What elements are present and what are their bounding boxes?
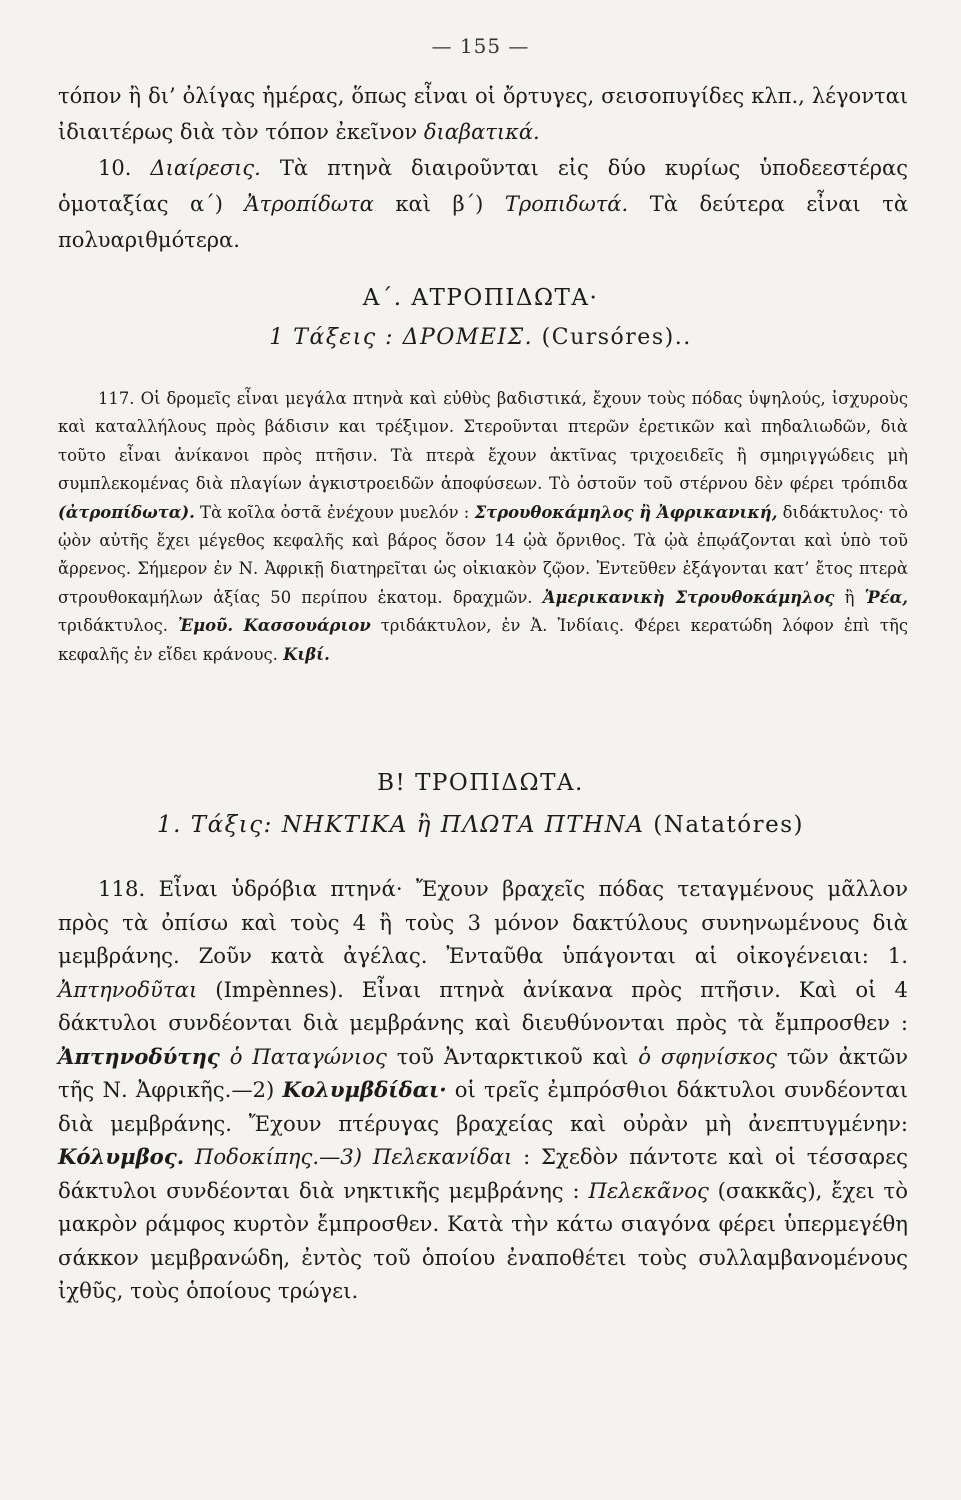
- text-span: —: [319, 1144, 341, 1169]
- order-latin-name: (Cursóres)..: [533, 325, 692, 350]
- text-span: 117. Οἱ δρομεῖς εἶναι μεγάλα πτηνὰ καὶ εὐθὺς βαδιστικά, ἔχουν τοὺς πόδας ὑψηλούς, ἰσχυροὺς καὶ καταλλήλους πρὸς βάδισιν και τρέξιμον. Στεροῦνται πτερῶν ἐρετικῶν καὶ πηδαλιωδῶν, διὰ τοῦτο εἶναι ἀνίκανοι πρὸς πτῆσιν. Τὰ πτερὰ ἔχουν ἀκτῖνας τριχοειδεῖς ἢ σμηριγγώδεις μὴ συμπλεκομένας διὰ πλαγίων ἀγκιστροειδῶν ἀποφύσεων. Τὸ ὀστοῦν τοῦ στέρνου δὲν φέρει τρόπιδα: [58, 389, 908, 494]
- text-span: Τὰ κοῖλα ὀστᾶ ἐνέχουν μυελόν :: [194, 502, 475, 522]
- paragraph-title: Διαίρεσις.: [150, 156, 261, 180]
- text-span: ἢ: [834, 587, 865, 607]
- bold-term: Στρουθοκάμηλος ἢ Ἀφρικανική,: [474, 502, 778, 522]
- intro-italic-term: διαβατικά.: [423, 120, 540, 144]
- text-span: (σακκᾶς), ἔχει τὸ μακρὸν ράμφος κυρτὸν ἔμπροσθεν. Κατὰ τὴν κάτω σιαγόνα φέρει ὑπερμεγέθη σάκκον μεμβρανώδη, ἐντὸς τοῦ ὁποίου ἐναποθέτει τοὺς συλλαμβανομένους ἰχθῦς, τοὺς ὁποίους τρώγει.: [58, 1177, 908, 1303]
- italic-term: Ἀπτηνοδῦται: [58, 976, 198, 1002]
- page-number: — 155 —: [431, 34, 530, 58]
- order-1-heading: [0, 325, 961, 350]
- italic-term: Ποδοκίπης.: [194, 1144, 320, 1169]
- paragraph-117: [58, 385, 908, 669]
- italic-term: Ἀτροπίδωτα: [244, 192, 374, 216]
- italic-term: ὁ σφηνίσκος: [638, 1043, 778, 1069]
- italic-term: ὁ Παταγώνιος: [229, 1043, 387, 1069]
- bold-term: Κιβί.: [283, 644, 330, 664]
- bold-term: Ῥέα,: [864, 587, 908, 607]
- bold-term: Ἐμοῦ. Κασσουάριον: [178, 616, 371, 636]
- intro-text-span: τόπον ἢ δι’ ὀλίγας ἡμέρας, ὅπως εἶναι οἱ ὄρτυγες, σεισοπυγίδες κλπ., λέγονται ἰδιαιτέρως διὰ τὸν τόπον ἐκεῖνον: [58, 84, 908, 144]
- order-name: ΝΗΚΤΙΚΑ ἢ ΠΛΩΤΑ ΠΤΗΝΑ: [281, 812, 645, 838]
- order-natatores-heading: [0, 812, 961, 838]
- paragraph-118-text: [58, 872, 908, 1308]
- text-span: τοῦ Ἀνταρκτικοῦ καὶ: [386, 1043, 639, 1069]
- intro-text: [58, 78, 908, 258]
- italic-term: Πελεκᾶνος: [588, 1177, 709, 1203]
- paragraph-text: καὶ β΄): [373, 192, 505, 216]
- order-name: ΔΡΟΜΕΙΣ.: [402, 325, 534, 350]
- bold-term: Ἀμερικανικὴ Στρουθοκάμηλος: [542, 587, 835, 607]
- bold-term: Ἀπτηνοδύτης: [58, 1043, 220, 1069]
- order-prefix: 1 Τάξεις :: [269, 325, 403, 350]
- text-span: : Σχεδὸν πάντοτε καὶ οἱ τέσσαρες δάκτυλοι συνδέονται διὰ νηκτικῆς μεμβράνης :: [58, 1144, 908, 1203]
- text-span: 118. Εἶναι ὑδρόβια πτηνά· Ἔχουν βραχεῖς πόδας τεταγμένους μᾶλλον πρὸς τὰ ὀπίσω καὶ τοὺς 4 ἢ τοὺς 3 μόνον δακτύλους συνηνωμένους διὰ μεμβράνης. Ζοῦν κατὰ ἀγέλας. Ἐνταῦθα ὑπάγονται αἱ οἰκογένειαι: 1.: [58, 876, 908, 968]
- order-prefix: 1. Τάξις:: [156, 812, 282, 838]
- text-span: οἱ τρεῖς ἐμπρόσθιοι δάκτυλοι συνδέονται διὰ μεμβράνης. Ἔχουν πτέρυγας βραχείας καὶ οὐρὰν μὴ ἀνεπτυγμένην:: [58, 1077, 908, 1136]
- bold-term: Κολυμβδίδαι·: [282, 1077, 447, 1102]
- paragraph-117-text: [58, 385, 908, 669]
- text-span: τριδάκτυλος.: [58, 616, 179, 636]
- italic-term: Τροπιδωτά.: [504, 192, 629, 216]
- text-span: τῶν ἀκτῶν τῆς Ν. Ἀφρικῆς.—2): [58, 1043, 908, 1102]
- text-span: (Impènnes). Εἶναι πτηνὰ ἀνίκανα πρὸς πτῆσιν. Καὶ οἱ 4 δάκτυλοι συνδέονται διὰ μεμβράνης καὶ διευθύνονται πρὸς τὰ ἔμπροσθεν :: [58, 976, 908, 1035]
- order-latin-name: (Natatóres): [644, 812, 804, 838]
- paragraph-118: [58, 872, 908, 1308]
- bold-term: (ἀτροπίδωτα).: [58, 502, 195, 522]
- paragraph-text: Τὰ πτηνὰ διαιροῦνται εἰς δύο κυρίως ὑποδεεστέρας ὁμοταξίας α΄): [58, 156, 908, 216]
- section-a-heading: Α΄. ΑΤΡΟΠΙΔΩΤΑ·: [362, 285, 599, 311]
- text-span: διδάκτυλος· τὸ ᾠὸν αὐτῆς ἔχει μέγεθος κεφαλῆς καὶ βάρος ὅσον 14 ᾠὰ ὄρνιθος. Τὰ ᾠὰ ἐπῳάζονται καὶ ὑπὸ τοῦ ἄρρενος. Σήμερον ἐν Ν. Ἀφρικῇ διατηρεῖται ὡς οἰκιακὸν ζῷον. Ἐντεῦθεν ἐξάγονται κατ’ ἔτος πτερὰ στρουθοκαμήλων ἀξίας 50 περίπου ἑκατομ. δραχμῶν.: [58, 502, 908, 607]
- paragraph-10: [58, 150, 908, 258]
- section-b-heading: Β! ΤΡΟΠΙΔΩΤΑ.: [377, 770, 584, 796]
- intro-paragraph: [58, 78, 908, 150]
- bold-term: Κόλυμβος.: [58, 1144, 185, 1169]
- paragraph-number: 10.: [98, 156, 151, 180]
- italic-term: 3) Πελεκανίδαι: [340, 1144, 513, 1169]
- text-span: [184, 1144, 195, 1169]
- text-span: τριδάκτυλον, ἐν Ἀ. Ἰνδίαις. Φέρει κερατώδη λόφον ἐπὶ τῆς κεφαλῆς ἐν εἴδει κράνους.: [58, 616, 908, 664]
- text-span: [220, 1044, 230, 1069]
- paragraph-text: Τὰ δεύτερα εἶναι τὰ πολυαριθμότερα.: [58, 192, 908, 252]
